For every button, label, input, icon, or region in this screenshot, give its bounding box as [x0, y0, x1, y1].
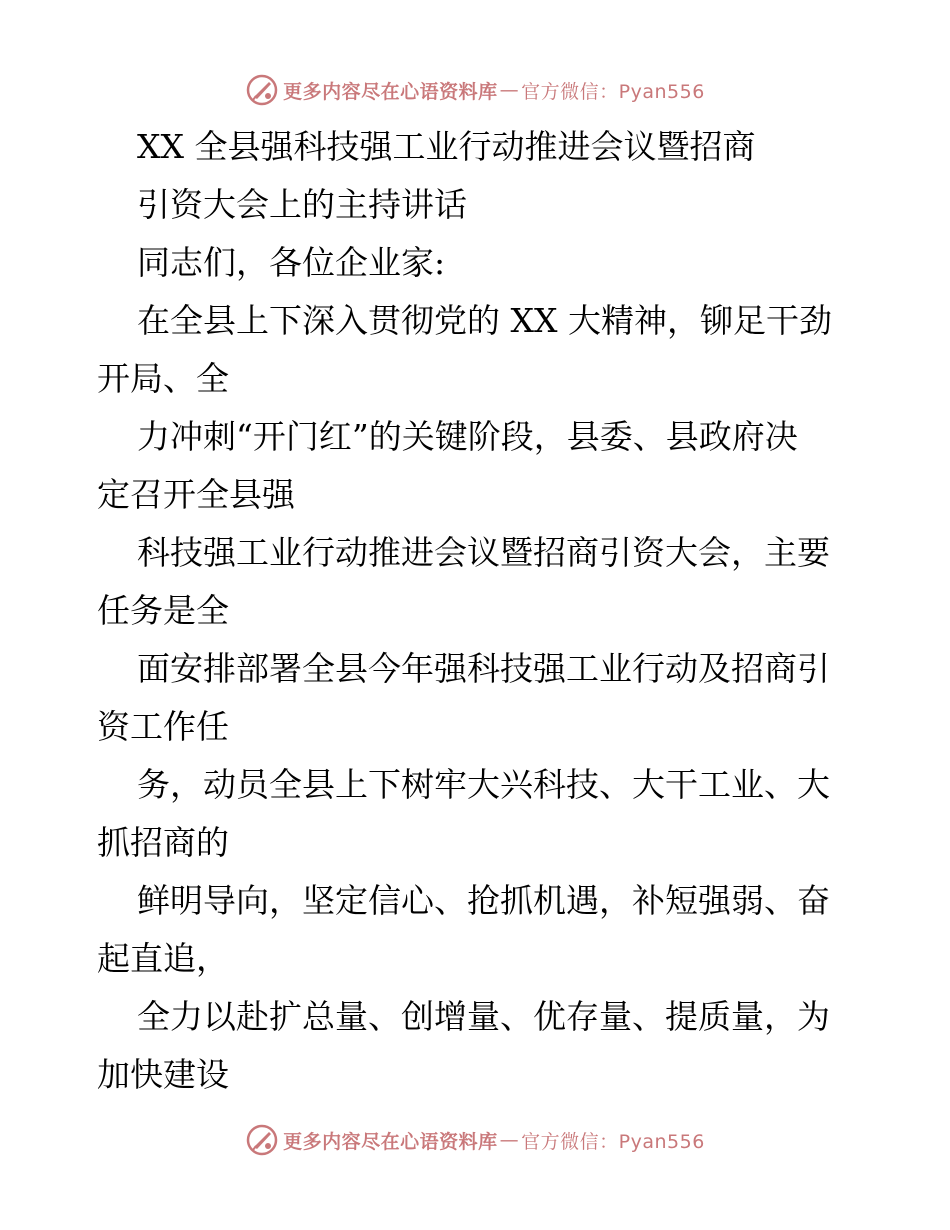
watermark-separator: —	[499, 79, 520, 101]
title-line-1: XX 全县强科技强工业行动推进会议暨招商	[137, 127, 756, 166]
watermark-text: 更多内容尽在心语资料库	[283, 80, 498, 103]
title-line-2: 引资大会上的主持讲话	[137, 185, 467, 224]
watermark-separator: —	[499, 1129, 520, 1151]
paragraph-line: 加快建设	[97, 1055, 229, 1094]
paragraph-line: 资工作任	[97, 707, 229, 746]
quill-logo-icon	[245, 73, 279, 107]
paragraph-line: 开局、全	[97, 359, 229, 398]
paragraph-line: 起直追，	[97, 939, 229, 978]
salutation: 同志们，各位企业家:	[137, 243, 446, 282]
document-body	[97, 118, 857, 1104]
paragraph-line: 抓招商的	[97, 823, 229, 862]
footer-watermark	[0, 1120, 950, 1160]
paragraph-line: 面安排部署全县今年强科技强工业行动及招商引	[137, 649, 830, 688]
paragraph-line: 科技强工业行动推进会议暨招商引资大会，主要	[137, 533, 830, 572]
paragraph-line: 鲜明导向，坚定信心、抢抓机遇，补短强弱、奋	[137, 881, 830, 920]
paragraph-line: 任务是全	[97, 591, 229, 630]
watermark-account: 官方微信：Pyan556	[521, 80, 705, 103]
paragraph-line: 全力以赴扩总量、创增量、优存量、提质量，为	[137, 997, 830, 1036]
paragraph-line: 在全县上下深入贯彻党的 XX 大精神，铆足干劲	[137, 301, 832, 340]
quill-logo-icon	[245, 1123, 279, 1157]
paragraph-line: 务，动员全县上下树牢大兴科技、大干工业、大	[137, 765, 830, 804]
paragraph-line: 力冲刺“开门红”的关键阶段，县委、县政府决	[137, 417, 798, 456]
header-watermark	[0, 70, 950, 110]
watermark-account: 官方微信：Pyan556	[521, 1130, 705, 1153]
paragraph-line: 定召开全县强	[97, 475, 295, 514]
watermark-text: 更多内容尽在心语资料库	[283, 1130, 498, 1153]
